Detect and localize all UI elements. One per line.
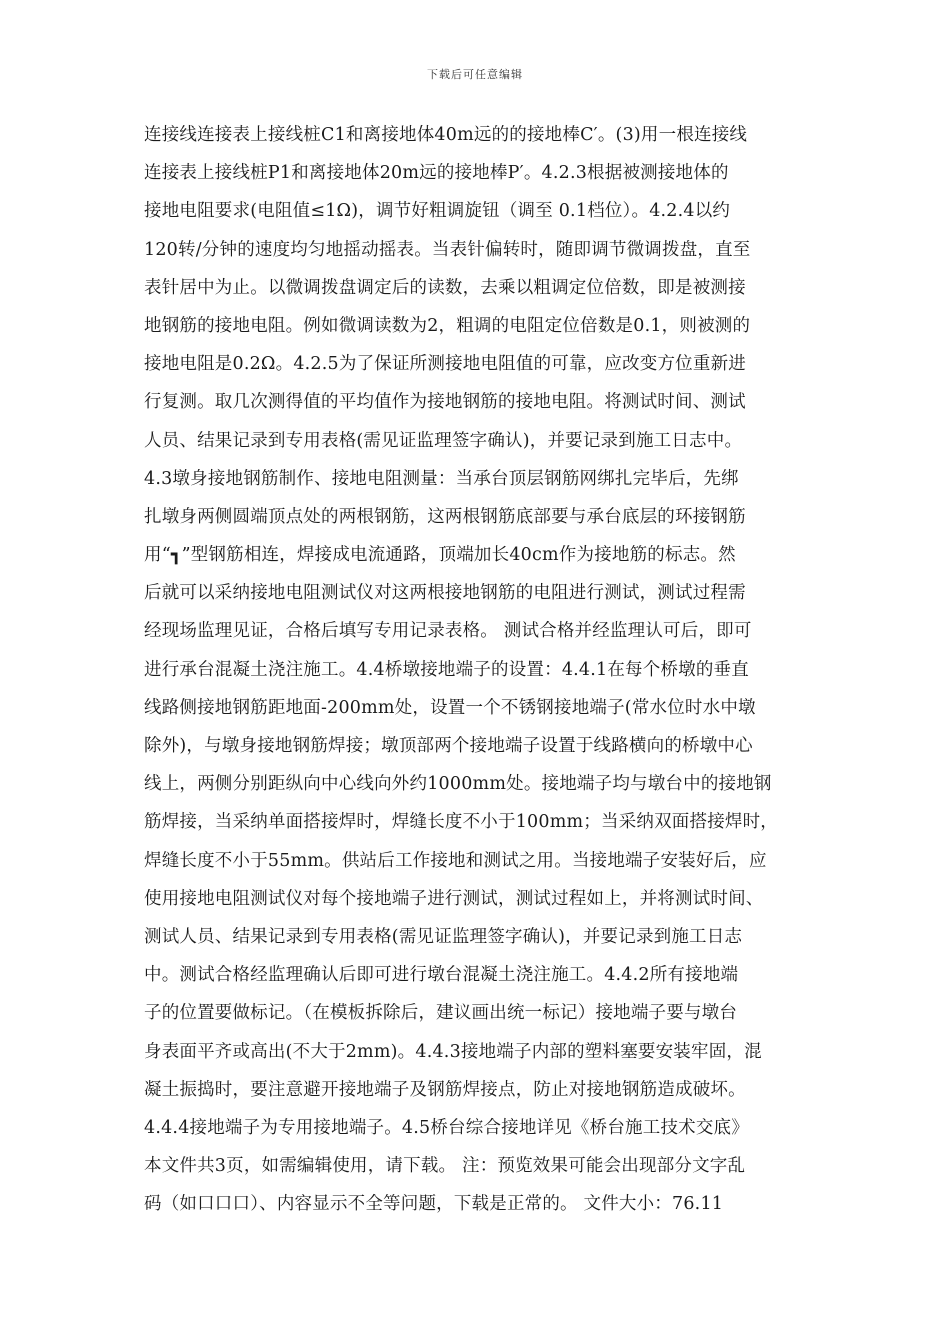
- body-line: 子的位置要做标记。（在模板拆除后，建议画出统一标记）接地端子要与墩台: [144, 1003, 738, 1024]
- body-line: 中。测试合格经监理确认后即可进行墩台混凝土浇注施工。4.4.2所有接地端: [144, 965, 739, 986]
- body-line: 测试人员、结果记录到专用表格(需见证监理签字确认)，并要记录到施工日志: [144, 926, 743, 947]
- body-line: 连接线连接表上接线桩C1和离接地体40m远的的接地棒C′。(3)用一根连接线: [144, 125, 748, 145]
- body-line: 行复测。取几次测得值的平均值作为接地钢筋的接地电阻。将测试时间、测试: [144, 392, 746, 413]
- body-line: 本文件共3页，如需编辑使用，请下载。 注：预览效果可能会出现部分文字乱: [144, 1156, 746, 1177]
- body-line: 120转/分钟的速度均匀地摇动摇表。当表针偏转时，随即调节微调拨盘，直至: [144, 239, 751, 260]
- body-line: 后就可以采纳接地电阻测试仪对这两根接地钢筋的电阻进行测试，测试过程需: [144, 583, 746, 604]
- body-line: 身表面平齐或高出(不大于2mm)。4.4.3接地端子内部的塑料塞要安装牢固，混: [144, 1041, 762, 1062]
- body-line: 人员、结果记录到专用表格(需见证监理签字确认)，并要记录到施工日志中。: [144, 430, 743, 451]
- body-line: 用“┓”型钢筋相连，焊接成电流通路，顶端加长40cm作为接地筋的标志。然: [144, 545, 736, 566]
- body-line: 经现场监理见证，合格后填写专用记录表格。 测试合格并经监理认可后，即可: [144, 621, 752, 642]
- document-body: [144, 116, 814, 1223]
- body-line: 接地电阻要求(电阻值≤1Ω)，调节好粗调旋钮（调至 0.1档位）。4.2.4以约: [144, 201, 731, 222]
- body-line: 筋焊接，当采纳单面搭接焊时，焊缝长度不小于100mm；当采纳双面搭接焊时，: [144, 812, 778, 833]
- body-line: 扎墩身两侧圆端顶点处的两根钢筋，这两根钢筋底部要与承台底层的环接钢筋: [144, 506, 746, 527]
- body-line: 表针居中为止。以微调拨盘调定后的读数，去乘以粗调定位倍数，即是被测接: [144, 277, 746, 298]
- body-line: 凝土振捣时，要注意避开接地端子及钢筋焊接点，防止对接地钢筋造成破坏。: [144, 1079, 746, 1100]
- body-line: 接地电阻是0.2Ω。4.2.5为了保证所测接地电阻值的可靠，应改变方位重新进: [144, 354, 746, 375]
- body-line: 码（如口口口）、内容显示不全等问题，下载是正常的。 文件大小：76.11: [144, 1194, 724, 1215]
- body-line: 进行承台混凝土浇注施工。4.4桥墩接地端子的设置：4.4.1在每个桥墩的垂直: [144, 659, 749, 680]
- body-line: 4.4.4接地端子为专用接地端子。4.5桥台综合接地详见《桥台施工技术交底》: [144, 1117, 749, 1138]
- body-line: 使用接地电阻测试仪对每个接地端子进行测试，测试过程如上，并将测试时间、: [144, 888, 764, 909]
- body-line: 除外)，与墩身接地钢筋焊接；墩顶部两个接地端子设置于线路横向的桥墩中心: [144, 736, 753, 756]
- body-line: 线路侧接地钢筋距地面-200mm处，设置一个不锈钢接地端子(常水位时水中墩: [144, 697, 756, 718]
- page-header: 下载后可任意编辑: [427, 68, 523, 81]
- body-line: 焊缝长度不小于55mm。供站后工作接地和测试之用。当接地端子安装好后，应: [144, 850, 767, 871]
- body-line: 4.3墩身接地钢筋制作、接地电阻测量：当承台顶层钢筋网绑扎完毕后，先绑: [144, 468, 739, 489]
- body-line: 地钢筋的接地电阻。例如微调读数为2，粗调的电阻定位倍数是0.1，则被测的: [144, 315, 751, 336]
- body-line: 连接表上接线桩P1和离接地体20m远的接地棒P′。4.2.3根据被测接地体的: [144, 163, 729, 184]
- body-line: 线上，两侧分别距纵向中心线向外约1000mm处。接地端子均与墩台中的接地钢: [144, 774, 772, 795]
